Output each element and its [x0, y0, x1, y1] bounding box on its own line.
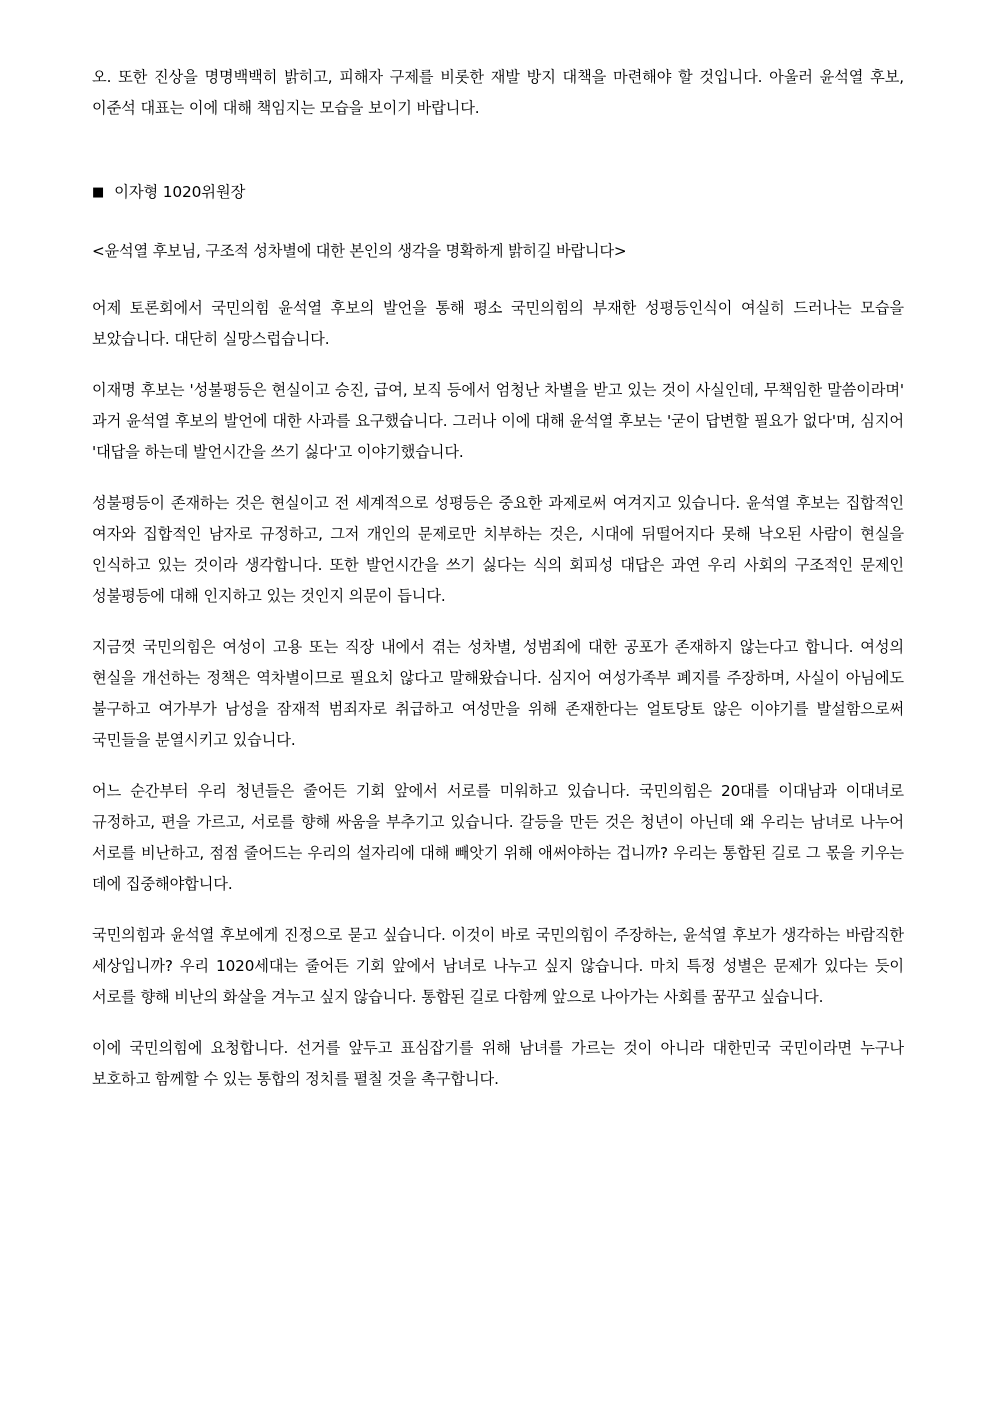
body-paragraph: 이재명 후보는 '성불평등은 현실이고 승진, 급여, 보직 등에서 엄청난 차별을 받고 있는 것이 사실인데, 무책임한 말씀이라며' 과거 윤석열 후보의 발언에 대한 사과를 요구했습니다. 그러나 이에 대해 윤석열 후보는 '굳이 답변할 필요가 없다'며, 심지어 '대답을 하는데 발언시간을 쓰기 싫다'고 이야기했습니다.	[92, 381, 904, 461]
body-paragraph: 국민의힘과 윤석열 후보에게 진정으로 묻고 싶습니다. 이것이 바로 국민의힘이 주장하는, 윤석열 후보가 생각하는 바람직한 세상입니까? 우리 1020세대는 줄어든 기회 앞에서 남녀로 나누고 싶지 않습니다. 마치 특정 성별은 문제가 있다는 듯이 서로를 향해 비난의 화살을 겨누고 싶지 않습니다. 통합된 길로 다함께 앞으로 나아가는 사회를 꿈꾸고 싶습니다.	[92, 926, 904, 1006]
body-paragraph: 어제 토론회에서 국민의힘 윤석열 후보의 발언을 통해 평소 국민의힘의 부재한 성평등인식이 여실히 드러나는 모습을 보았습니다. 대단히 실망스럽습니다.	[92, 299, 904, 348]
body-paragraph: 지금껏 국민의힘은 여성이 고용 또는 직장 내에서 겪는 성차별, 성범죄에 대한 공포가 존재하지 않는다고 합니다. 여성의 현실을 개선하는 정책은 역차별이므로 필요치 않다고 말해왔습니다. 심지어 여성가족부 폐지를 주장하며, 사실이 아님에도 불구하고 여가부가 남성을 잠재적 범죄자로 취급하고 여성만을 위해 존재한다는 얼토당토 않은 이야기를 발설함으로써 국민들을 분열시키고 있습니다.	[92, 638, 904, 749]
section-heading-text: 이자형 1020위원장	[114, 183, 246, 201]
body-paragraph: 이에 국민의힘에 요청합니다. 선거를 앞두고 표심잡기를 위해 남녀를 가르는 것이 아니라 대한민국 국민이라면 누구나 보호하고 함께할 수 있는 통합의 정치를 펼칠 것을 촉구합니다.	[92, 1039, 904, 1088]
square-bullet-icon: ■	[92, 185, 105, 200]
body-paragraph: 성불평등이 존재하는 것은 현실이고 전 세계적으로 성평등은 중요한 과제로써 여겨지고 있습니다. 윤석열 후보는 집합적인 여자와 집합적인 남자로 규정하고, 그저 개인의 문제로만 치부하는 것은, 시대에 뒤떨어지다 못해 낙오된 사람이 현실을 인식하고 있는 것이라 생각합니다. 또한 발언시간을 쓰기 싫다는 식의 회피성 대답은 과연 우리 사회의 구조적인 문제인 성불평등에 대해 인지하고 있는 것인지 의문이 듭니다.	[92, 494, 904, 605]
section-heading	[92, 178, 904, 207]
intro-paragraph: 오. 또한 진상을 명명백백히 밝히고, 피해자 구제를 비롯한 재발 방지 대책을 마련해야 할 것입니다. 아울러 윤석열 후보, 이준석 대표는 이에 대해 책임지는 모습을 보이기 바랍니다.	[92, 68, 904, 117]
section-subtitle: <윤석열 후보님, 구조적 성차별에 대한 본인의 생각을 명확하게 밝히길 바랍니다>	[92, 242, 627, 260]
body-paragraph: 어느 순간부터 우리 청년들은 줄어든 기회 앞에서 서로를 미워하고 있습니다. 국민의힘은 20대를 이대남과 이대녀로 규정하고, 편을 가르고, 서로를 향해 싸움을 부추기고 있습니다. 갈등을 만든 것은 청년이 아닌데 왜 우리는 남녀로 나누어 서로를 비난하고, 점점 줄어드는 우리의 설자리에 대해 빼앗기 위해 애써야하는 겁니까? 우리는 통합된 길로 그 몫을 키우는 데에 집중해야합니다.	[92, 782, 904, 893]
